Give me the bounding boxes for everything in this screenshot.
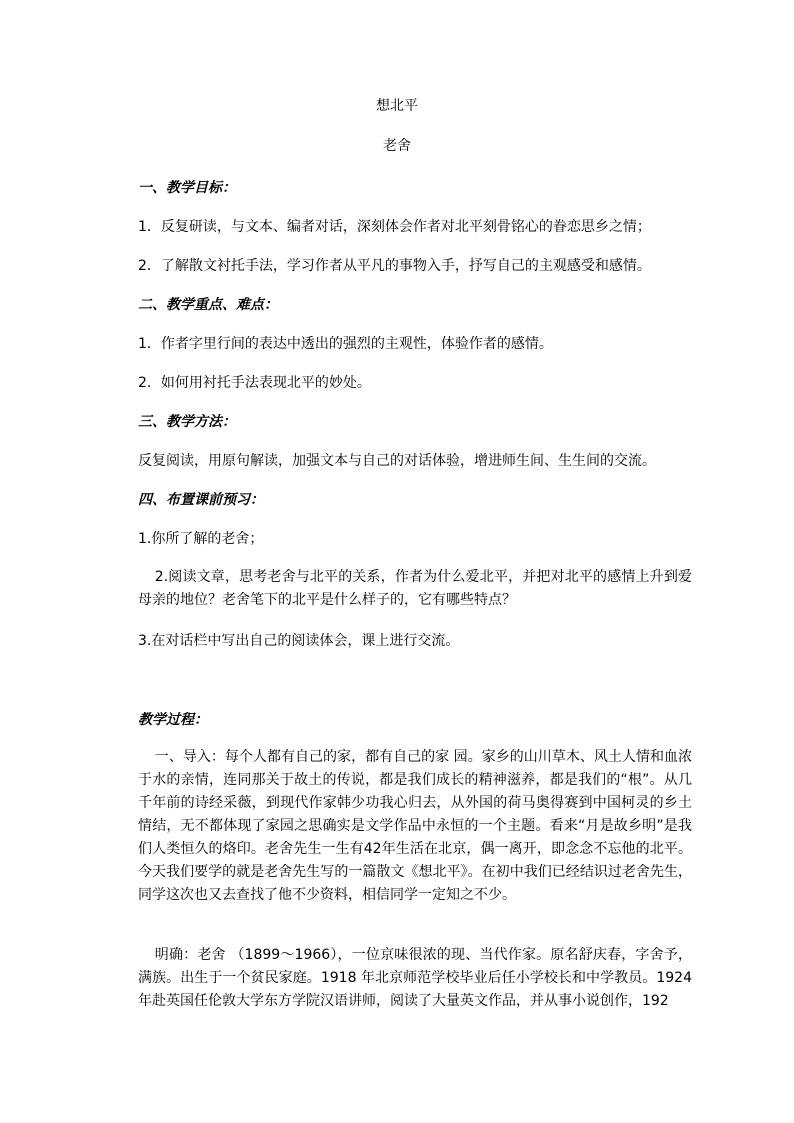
clarify-paragraph: 明确：老舍 （1899～1966），一位京味很浓的现、当代作家。原名舒庆春，字舍予，满族。出生于一个贫民家庭。1918 年北京师范学校毕业后任小学校长和中学教员。1924年赴英国任伦敦大学东方学院汉语讲师，阅读了大量英文作品，并从事小说创作，192 bbox=[138, 947, 692, 1009]
preview-heading: 四、布置课前预习： bbox=[138, 492, 264, 508]
preview-item-3: 3.在对话栏中写出自己的阅读体会，课上进行交流。 bbox=[138, 633, 460, 649]
process-heading: 教学过程： bbox=[138, 712, 208, 728]
intro-paragraph: 一、导入：每个人都有自己的家，都有自己的家 园。家乡的山川草木、风土人情和血浓于水的亲情，连同那关于故土的传说，都是我们成长的精神滋养，都是我们的“根”。从几千年前的诗经采薇，到现代作家韩少功我心归去，从外国的荷马奥得赛到中国柯灵的乡土情结，无不都体现了家园之思确实是文学作品中永恒的一个主题。看来“月是故乡明”是我们人类恒久的烙印。老舍先生一生有42年生活在北京，偶一离开，即念念不忘他的北平。 今天我们要学的就是老舍先生写的一篇散文《想北平》。在初中我们已经结识过老舍先生，同学这次也又去查找了他不少资料，相信同学一定知之不少。 bbox=[138, 749, 692, 903]
method-heading: 三、教学方法： bbox=[138, 414, 236, 430]
preview-item-1: 1.你所了解的老舍； bbox=[138, 531, 264, 547]
focus-item-1: 1．作者字里行间的表达中透出的强烈的主观性，体验作者的感情。 bbox=[138, 336, 553, 352]
objectives-heading: 一、教学目标： bbox=[138, 180, 236, 196]
objective-item-1: 1．反复研读，与文本、编者对话，深刻体会作者对北平刻骨铭心的眷恋思乡之情； bbox=[138, 219, 651, 235]
objective-item-2: 2．了解散文衬托手法，学习作者从平凡的事物入手，抒写自己的主观感受和感情。 bbox=[138, 258, 651, 274]
document-title: 想北平 bbox=[376, 98, 418, 114]
focus-heading: 二、教学重点、难点： bbox=[138, 297, 278, 313]
method-text: 反复阅读，用原句解读，加强文本与自己的对话体验，增进师生间、生生间的交流。 bbox=[138, 453, 656, 469]
document-author: 老舍 bbox=[383, 138, 411, 154]
focus-item-2: 2．如何用衬托手法表现北平的妙处。 bbox=[138, 375, 371, 391]
preview-item-2: 2.阅读文章，思考老舍与北平的关系，作者为什么爱北平，并把对北平的感情上升到爱母亲的地位？老舍笔下的北平是什么样子的，它有哪些特点？ bbox=[138, 569, 692, 608]
